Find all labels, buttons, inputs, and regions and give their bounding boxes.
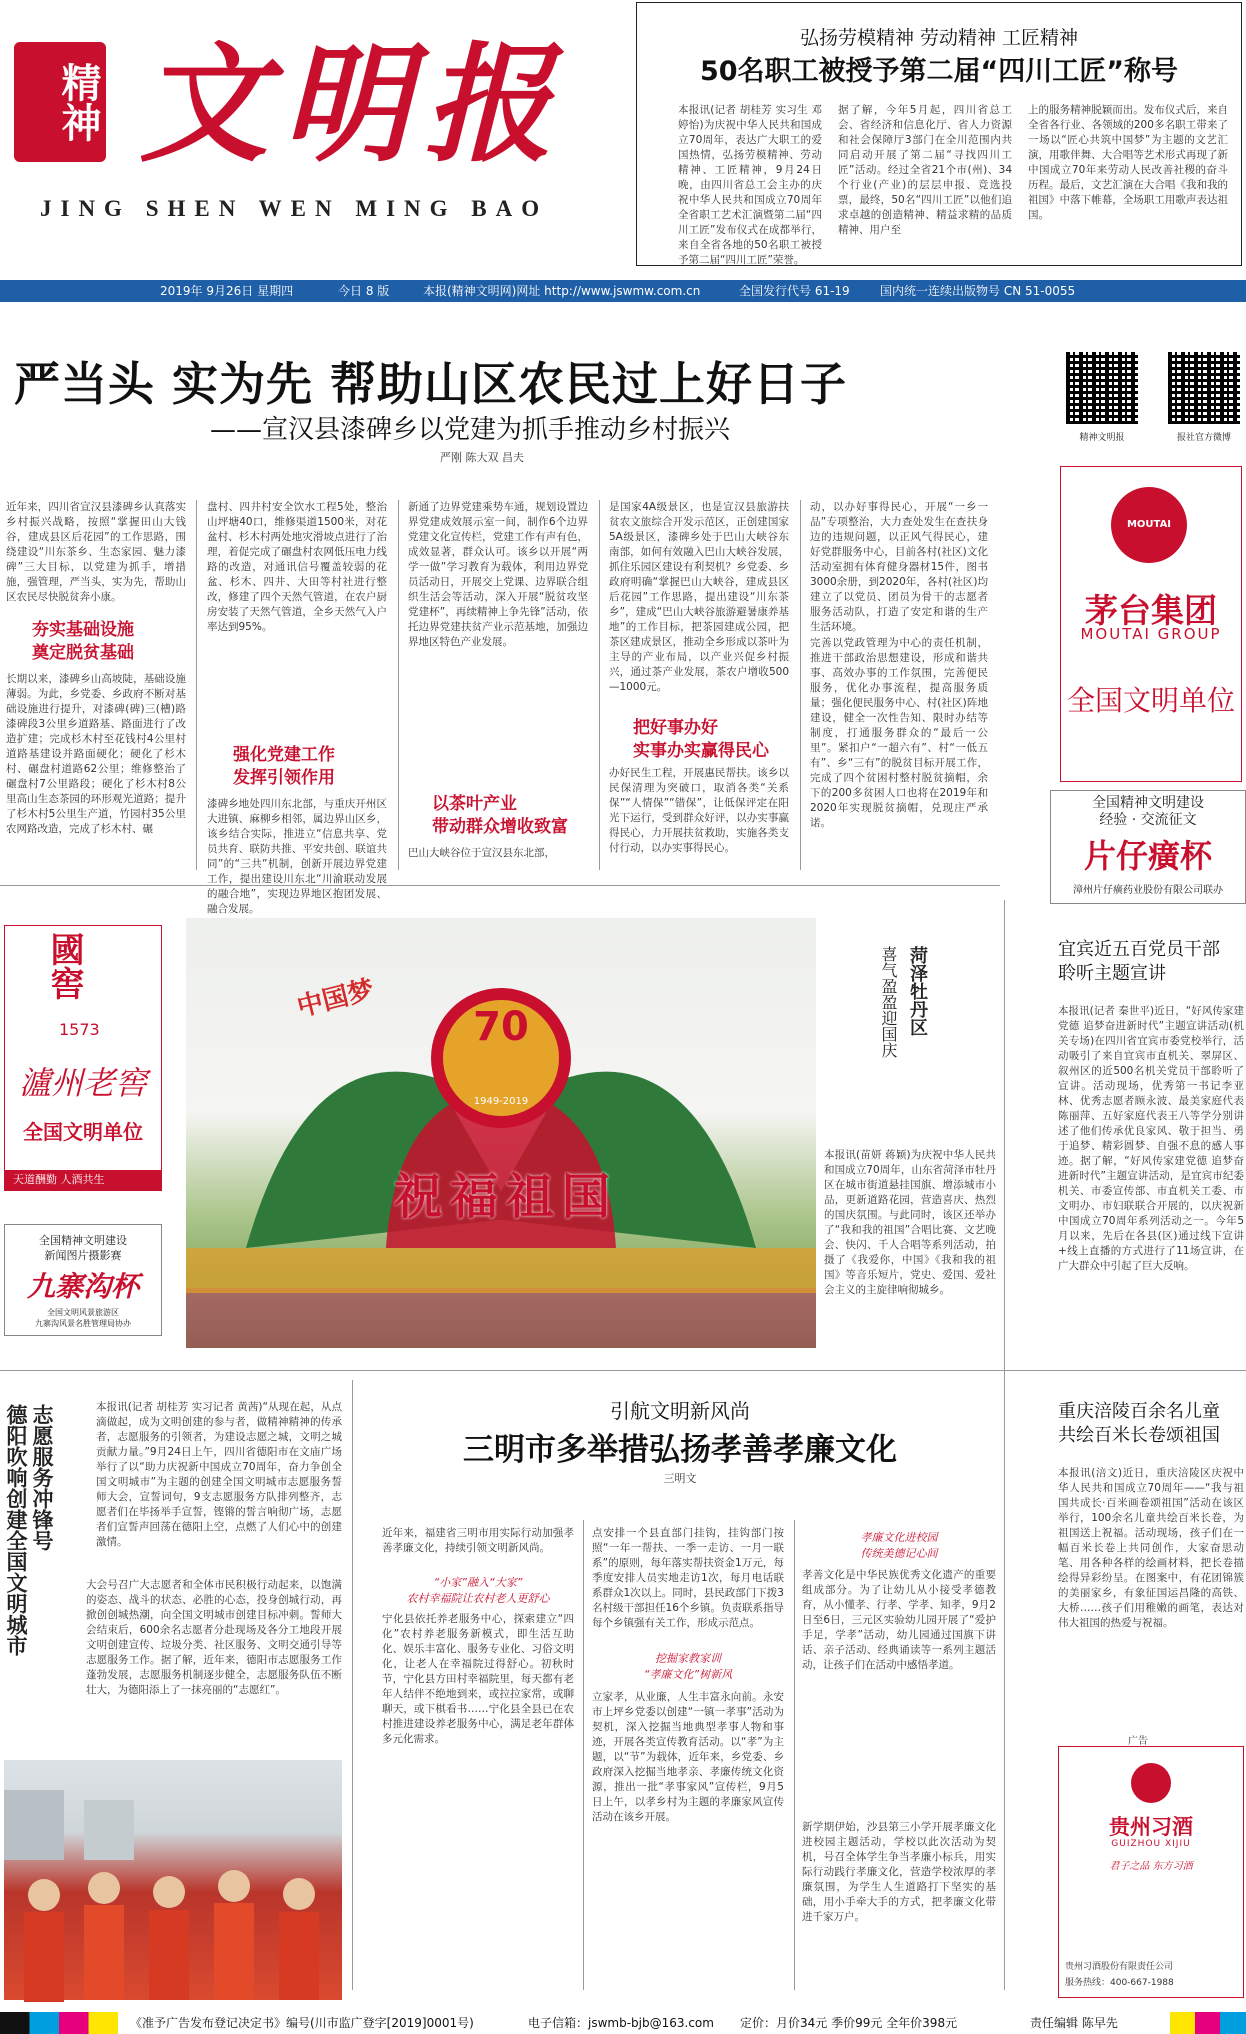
lead-subhead: ——宣汉县漆碑乡以党建为抓手推动乡村振兴 [210,415,731,445]
jiuzhai-ad[interactable] [4,1224,162,1336]
deyang-vtitle-2: 志愿服务冲锋号 [30,1404,54,1551]
moutai-en: MOUTAI GROUP [1080,625,1222,643]
info-bar [0,280,1246,302]
lead-col: 长期以来，漆碑乡山高坡陡，基础设施薄弱。为此，乡党委、乡政府不断对基础设施进行提升，对漆碑(碑)三(槽)路漆碑段3公里乡道路基、路面进行了改造扩建；完成杉木村至花钱村4公里村道路基建设并路面硬化；硬化了杉木村、碾盘村道路62公里；维修整治了碾盘村7公里路段；硬化了杉木村8公里高山生态茶园的环形观光道路；提升了杉木村5公里生产道，竹园村35公里农网路改造，完成了杉木村、碾 [6,673,186,835]
info-date: 2019年 9月26日 星期四 [160,284,294,298]
jiuzhai-name: 九寨沟杯 [26,1270,139,1303]
jiuzhai-sub: 全国文明风景旅游区 九寨沟风景名胜管理局协办 [35,1308,131,1328]
lead-subhead-3: 以茶叶产业 带动群众增收致富 [432,794,568,837]
qr-caption: 报社官方微博 [1176,433,1231,443]
lead-col: 是国家4A级景区，也是宣汉县旅游扶贫农文旅综合开发示范区，正创建国家5A级景区，漆碑乡处于巴山大峡谷东南部，如何有效融入巴山大峡谷发展，抓住乐园区建设有利契机？乡党委、乡政府明确“掌握巴山大峡谷，建成县区后花园”工作思路，提出建设“川东茶乡”，建成“巴山大峡谷旅游避暑康养基地”的工作目标，把茶园建成公园，把茶区建成景区，推动全乡形成以茶叶为主导的产业布局，以产业兴促乡村振兴，通过茶产业发展，茶农户增收500—1000元。 [609,501,789,693]
sanming-col: 新学期伊始，沙县第三小学开展孝廉文化进校园主题活动，学校以此次活动为契机，号召全体学生争当孝廉小标兵，用实际行动践行孝廉文化，营造学校浓厚的孝廉氛围，为学生人生道路打下坚实的基础，用小手牵大手的方式，把孝廉文化带进千家万户。 [802,1821,996,1923]
footer-price: 定价：月价34元 季价99元 全年价398元 [740,2016,958,2030]
yibin-headline: 宜宾近五百党员干部 聆听主题宣讲 [1058,939,1220,984]
flower-sculpture [186,918,816,1348]
pianzai-ad[interactable] [1050,790,1246,904]
photo-title: 菏泽牡丹区 [907,946,928,1036]
color-bar [0,2012,118,2034]
moutai-ad[interactable] [1060,466,1242,782]
lead-col: 动，以办好事得民心，开展“一乡一品”专项整治，大力查处发生在查扶身边的违规问题，以正风气得民心，建好党群服务中心，目前各村(社区)文化活动室拥有体育健身器材15件，图书3000余册，到2020年，各村(社区)均建立了以党员、团员为骨干的志愿者服务活动队，打造了安定和谐的生产生活环境。 [810,501,988,633]
top-story-col: 本报讯(记者 胡桂芳 实习生 邓婷怡)为庆祝中华人民共和国成立70周年，表达广大职工的爱国热情，弘扬劳模精神、劳动精神、工匠精神，9月24日晚，由四川省总工会主办的庆祝中华人民共和国成立70周年全省职工艺术汇演暨第二届“四川工匠”发布仪式在成都举行，来自全省各地的50名职工被授予第二届“四川工匠”荣誉。 [678,104,822,266]
guojiao-ad[interactable] [4,925,162,1191]
chongqing-body: 本报讯(涪文)近日，重庆涪陵区庆祝中华人民共和国成立70周年——“我与祖国共成长·百米画卷颂祖国”活动在该区举行，100余名儿童共绘百米长卷，为祖国送上祝福。活动现场，孩子们在一幅百米长卷上共同创作，大家奋思动笔、用各种各样的绘画材料，把长卷描绘得异彩纷呈。在图案中，有花团锦簇的美丽家乡，有象征国运昌隆的高铁、大桥……孩子们用稚嫩的画笔，表达对伟大祖国的热爱与祝福。 [1058,1467,1244,1629]
lead-col: 巴山大峡谷位于宣汉县东北部， [408,847,555,859]
chongqing-headline: 重庆涪陵百余名儿童 共绘百米长卷颂祖国 [1058,1401,1220,1446]
footer-editor: 责任编辑 陈早先 [1030,2016,1118,2030]
footer-email[interactable]: 电子信箱：jswmb-bjb@163.com [528,2016,714,2030]
guizhou-name: 贵州习酒 [1109,1815,1193,1839]
guojiao-slogan: 天道酬勤 人酒共生 [5,1170,161,1190]
qr-code[interactable] [1168,352,1240,424]
top-story-headline: 50名职工被授予第二届“四川工匠”称号 [699,56,1179,87]
photo [186,918,816,1348]
sanming-headline: 三明市多举措弘扬孝善孝廉文化 [463,1432,897,1468]
photo-body: 本报讯(苗妍 蒋颖)为庆祝中华人民共和国成立70周年，山东省菏泽市牡丹区在城市街道悬挂国旗、增添城市小品，更新道路花园，营造喜庆、热烈的国庆氛围。与此同时，该区还举办了“我和我的祖国”合唱比赛、文艺晚会、快闪、千人合唱等系列活动，拍摄了《我爱你，中国》《我和我的祖国》等音乐短片，党史、爱国、爱社会主义的主旋律响彻城乡。 [824,1149,996,1296]
top-story-kicker: 弘扬劳模精神 劳动精神 工匠精神 [799,27,1079,49]
volunteer-photo [4,1760,342,2000]
qr-code[interactable] [1066,352,1138,424]
moutai-name: 茅台集团 [1085,591,1217,630]
lead-byline: 严刚 陈大双 昌夫 [440,451,524,464]
masthead-seal [14,42,106,162]
seal-text: 精神 [55,62,102,142]
top-story-col: 据了解，今年5月起，四川省总工会、省经济和信息化厅、省人力资源和社会保障厅3部门在全川范围内共同启动开展了第二届“寻找四川工匠”活动。经过全省21个市(州)、34个行业(产业)的层层申报、竞选投票，最终，50名“四川工匠”以他们追求卓越的创造精神、精益求精的品质精神、用户至 [838,104,1012,236]
moutai-logo-text: MOUTAI [1126,519,1172,530]
footer-license: 《准予广告发布登记决定书》编号(川市监广登字[2019]0001号) [130,2016,474,2030]
masthead-pinyin: JING SHEN WEN MING BAO [40,196,549,221]
sanming-col: 孝善文化是中华民族优秀文化遗产的重要组成部分。为了让幼儿从小接受孝德教育，从小懂孝、行孝、学孝、知孝，9月2日至6日，三元区实验幼儿园开展了“爱护手足，学孝”活动，幼儿园通过国旗下讲话、亲子活动、经典诵读等一系列主题活动，让孩子们在活动中感悟孝道。 [802,1569,996,1671]
guojiao-tag: 全国文明单位 [23,1120,143,1144]
jiuzhai-top: 全国精神文明建设 新闻图片摄影赛 [39,1234,127,1262]
top-story [636,2,1242,266]
lead-subhead-1: 夯实基础设施 奠定脱贫基础 [32,620,134,663]
guizhou-ad[interactable] [1058,1746,1244,1998]
guizhou-company: 贵州习酒股份有限责任公司 [1065,1962,1174,1972]
masthead [0,0,640,245]
lead-subhead-4: 把好事办好 实事办实赢得民心 [633,718,769,761]
pianzai-top: 全国精神文明建设 经验 · 交流征文 [1092,795,1204,828]
guizhou-label: 广告 [1128,1736,1148,1747]
sanming-kicker: 引航文明新风尚 [610,1399,750,1423]
color-bar [1170,2012,1246,2034]
deyang-vtitle-1: 德阳吹响创建全国文明城市 [4,1404,28,1656]
sign-top: 中国梦 [294,974,378,1023]
guizhou-slogan: 君子之品 东方习酒 [1109,1861,1193,1872]
guizhou-hotline: 服务热线：400-667-1988 [1065,1978,1174,1988]
sanming-col: 近年来，福建省三明市用实际行动加强孝善孝廉文化，持续引领文明新风尚。 [382,1527,574,1554]
deyang-body: 本报讯(记者 胡桂芳 实习记者 黄茜)“从现在起，从点滴做起，成为文明创建的参与者，做精神精神的传承者，志愿服务的引领者，为建设志愿之城，文明之城贡献力量。”9月24日上午，四川省德阳市在文庙广场举行了以“助力庆祝新中国成立70周年，奋力争创全国文明城市”为主题的创建全国文明城市志愿服务誓师大会，宣誓词句，9支志愿服务方队排列整齐，志愿者们在毕扬举手宣誓，铿锵的誓言响彻广场，志愿者们宣誓声回荡在德阳上空，点燃了人们心中的创建激情。 [96,1401,342,1548]
info-issue: 全国发行代号 61-19 [739,284,850,298]
lead-col: 近年来，四川省宣汉县漆碑乡认真落实乡村振兴战略，按照“掌握田山大钱谷，建成县区后花园”的工作思路，围绕建设“川东茶乡、生态家园、魅力漆碑”三大目标，以党建为抓手，增措施，强管理，严当头，实为先，帮助山区农民尽快脱贫奔小康。 [6,501,186,603]
volunteers-illustration [4,1760,342,2000]
lead-col: 盘村、四井村安全饮水工程5处，整治山坪塘40口，维修渠道1500米，对花盆村、杉木村两处地灾滑坡点进行了治理，着促完成了碾盘村农网低压电力线路的改造，对通讯信号覆盖较弱的花盆、杉木、四井、大田等村社进行整改，修建了四个天然气管道，在农户厨房安装了天然气管道，全乡天然气入户率达到95%。 [207,501,387,633]
guojiao-brand: 瀘州老窖 [18,1064,147,1102]
guojiao-name: 國窖 [44,932,84,1000]
guojiao-year: 1573 [59,1020,100,1039]
qr-caption: 精神文明报 [1079,433,1125,443]
guizhou-en: GUIZHOU XIJIU [1111,1839,1191,1849]
sanming-col: 点安排一个县直部门挂钩，挂钩部门按照“一年一帮扶、一季一走访、一月一联系”的原则，每年落实帮扶资金1万元，每季度安排人员实地走访1次，每月电话联系群众1次以上。同时，县民政部门下拨3名村级干部担任16个乡镇。负责联系指导每个乡镇强有关工作，形成示范点。 [592,1527,784,1629]
guizhou-logo-icon [1131,1763,1171,1803]
pianzai-name: 片仔癀杯 [1083,837,1212,875]
sign-70: 70 [473,1004,529,1050]
moutai-tag: 全国文明单位 [1066,684,1235,717]
photo-subtitle: 喜气盈盈迎国庆 [879,946,898,1058]
sanming-sub-1: “小家”融入“大家” 农村幸福院让农村老人更舒心 [406,1576,550,1605]
footer [0,2012,1246,2034]
top-story-col: 上的服务精神脱颖而出。发布仪式后，来自全省各行业、各领域的200多名职工带来了一场以“匠心共筑中国梦”为主题的文艺汇演，用歌伴舞、大合唱等艺术形式再现了新中国成立70年来劳动人民改善社稷的奋斗历程。最后，文艺汇演在大合唱《我和我的祖国》中落下帷幕，全场职工用歌声表达祖国。 [1028,104,1228,221]
info-cn: 国内统一连续出版物号 CN 51-0055 [880,284,1076,298]
deyang-body: 大会号召广大志愿者和全体市民积极行动起来，以饱满的姿态、战斗的状态、必胜的心态，投身创城行动，再掀创创城热潮，向全国文明城市创建目标冲刺。誓师大会结束后，600余名志愿者分赴现场及各分工地段开展文明创建宣传、垃圾分类、社区服务、文明交通引导等志愿服务工作。据了解，近年来，德阳市志愿服务工作蓬勃发展，志愿服务机制逐步健全，志愿服务队伍不断壮大，为德阳添上了一抹亮丽的“志愿红”。 [86,1579,342,1696]
sanming-col: 立家孝，从业廉，人生丰富永向前。永安市上坪乡党委以创建“一镇一孝事”活动为契机，深入挖掘当地典型孝事人物和事迹，开展各类宣传教育活动。以“孝”为主题，以“节”为载体，近年来，乡党委、乡政府深入挖掘当地孝亲、孝廉传统文化资源，推出一批“孝事家风”宣传栏，9月5日上午，以孝乡村为主题的孝廉家风宣传活动在该乡开展。 [592,1691,784,1823]
info-site[interactable]: 本报(精神文明网)网址 http://www.jswmw.com.cn [423,284,701,298]
pianzai-sub: 漳州片仔癀药业股份有限公司联办 [1073,885,1223,896]
sanming-sub-2: 挖掘家教家训 “孝廉文化”树新风 [643,1652,733,1681]
lead-subhead-2: 强化党建工作 发挥引领作用 [233,745,335,788]
lead-headline: 严当头 实为先 帮助山区农民过上好日子 [14,357,848,411]
sanming-col: 宁化县依托养老服务中心，探索建立“四化”农村养老服务新模式，即生活互助化、娱乐丰富化、服务专业化、习俗文明化，让老人在幸福院过得舒心。初秋时节，宁化县方田村幸福院里，每天都有老年人结伴不绝地到来，或拉拉家常，或聊聊天，或下棋看书……宁化县全县已在农村推进建设养老服务中心，满足老年群体多元化需求。 [382,1613,574,1745]
sign-text: 祝福祖国 [393,1169,618,1225]
lead-col: 漆碑乡地处四川东北部，与重庆开州区大进镇、麻柳乡相邻，属边界山区乡，该乡结合实际，推进立“信息共享、党员共育、联防共推、平安共创、联谊共同”的“三共”机制，创新开展边界党建工作，提出建设川东北“川渝联动发展的融合地”，实现边界地区抱团发展、融合发展。 [207,798,387,915]
lead-col: 完善以党政管理为中心的责任机制，推进干部政治思想建设，形成和谐共事、高效办事的工作氛围，完善便民服务，优化办事流程，提高服务质量；强化便民服务中心、村(社区)阵地建设，健全一次性告知、限时办结等制度，打通服务群众的“最后一公里”。紧扣户“一超六有”、村“一低五有”、乡“三有”的脱贫目标开展工作，完成了四个贫困村整村脱贫摘帽，余下的200多贫困人口也将在2019年和2020年实现脱贫摘帽，兑现庄严承诺。 [810,637,988,829]
sanming-byline: 三明文 [663,1472,697,1485]
masthead-title: 文明报 [140,30,567,180]
lead-col: 办好民生工程，开展惠民帮扶。该乡以民保清理为突破口，取消各类“关系保”“人情保”“错保”，让低保评定在阳光下运行，受到群众好评，以办实事赢得民心，力开展扶贫救助，实施各类支付行动，以办实事得民心。 [609,767,789,854]
sign-years: 1949-2019 [473,1096,529,1107]
lead-col: 新通了边界党建乘势车通，规划设置边界党建成效展示室一间，制作6个边界党建文化宣传栏，党建工作有声有色，成效显著，群众认可。该乡以开展“两学一做”学习教育为载体，利用边界党员活动日，开展交上党课、边界联合组织生活会等活动，深入开展“脱贫攻坚党建杯”，再续精神上争先锋”活动，依托边界党建扶贫产业示范基地，加强边界地区特色产业发展。 [408,501,588,648]
info-pages: 今日 8 版 [338,284,390,298]
yibin-body: 本报讯(记者 秦世平)近日，“好风传家建党德 追梦奋进新时代”主题宣讲活动(机关专场)在四川省宜宾市委党校举行，活动吸引了来自宜宾市直机关、翠屏区、叙州区的近500名机关党员干部聆听了宣讲。活动现场，优秀第一书记李亚林、优秀志愿者顾永波、最美家庭代表陈丽萍、五好家庭代表王八等学分别讲述了他们传承优良家风、敬于担当、勇于追梦、精彩圆梦、自强不息的感人事迹。据了解，“好风传家建党德 追梦奋进新时代”主题宣讲活动，是宜宾市纪委机关、市委宣传部、市直机关工委、市文明办、市妇联联合开展的，以庆祝新中国成立70周年系列活动之一。今年5月以来，先后在各县(区)通过线下宣讲+线上直播的方式进行了11场宣讲，在广大群众中引起了巨大反响。 [1058,1005,1244,1272]
sanming-sub-3: 孝廉文化进校园 传统美德记心间 [860,1531,938,1560]
moutai-logo-icon [1111,487,1187,563]
